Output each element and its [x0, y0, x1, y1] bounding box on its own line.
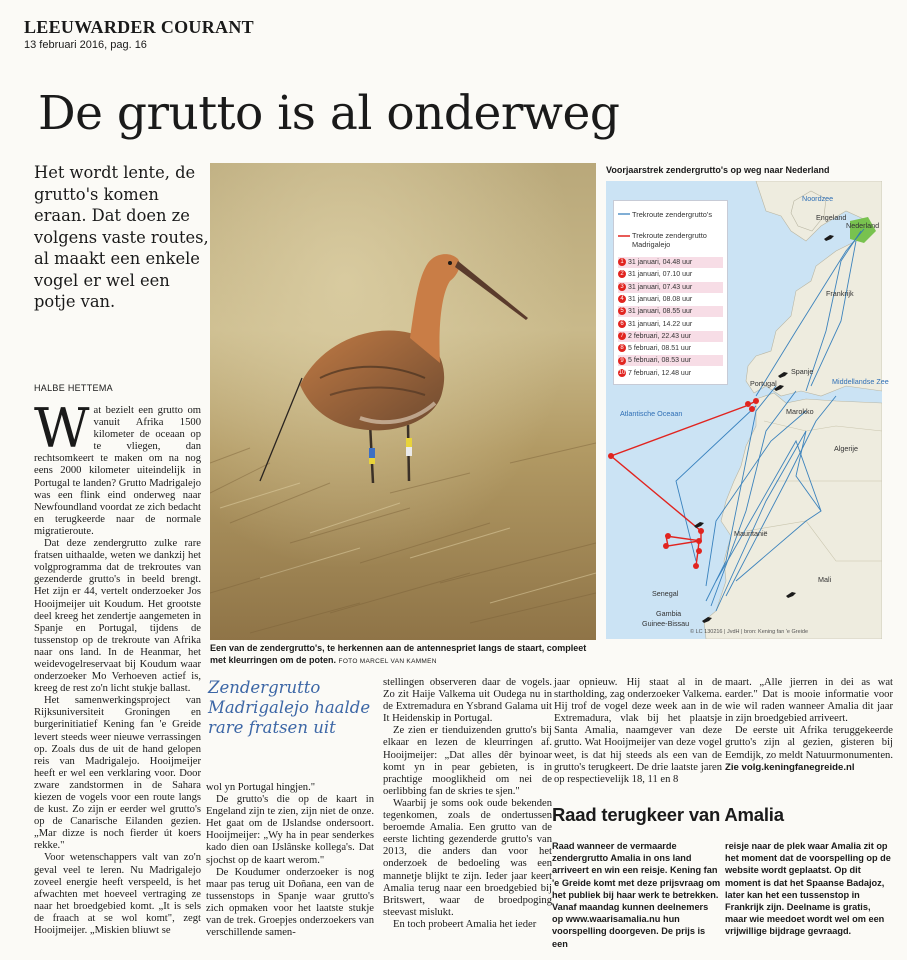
legend-point-1 — [618, 257, 723, 268]
drop-cap: W — [34, 397, 90, 460]
legend-point-number: 8 — [618, 344, 626, 352]
body-column-5 — [725, 677, 893, 774]
legend-point-10 — [618, 368, 723, 379]
body-paragraph: En toch probeert Amalia het ieder — [393, 918, 537, 930]
body-column-1 — [34, 397, 201, 937]
legend-point-time: 31 januari, 07.10 uur — [628, 271, 693, 279]
body-column-3 — [383, 677, 552, 931]
map-credit: © LC 130216 | JvdH | bron: Kening fan 'e Greide — [690, 629, 809, 635]
legend-point-time: 31 januari, 14.22 uur — [628, 320, 693, 328]
legend-point-time: 7 februari, 12.48 uur — [628, 369, 692, 377]
body-paragraph: Dat deze zendergrutto zulke rare fratsen uithaalde, weten we dankzij het volgprogramma dat de trekroutes van gezenderde grutto's in beeld brengt. Het zijn er 44, vertelt onderzoeker Jos Hooijmeijer uit Koudum. Het grootste deel kreeg het zendertje aangemeten in Spanje en Portugal, tijdens de tussenstop op de trekroute van Afrika naar ons land. In de Heanmar, het weidevogelreservaat bij Koudum waar onderzoeker Mo Verhoeven actief is, kreeg de rest zo'n licht stukje ballast. — [34, 538, 201, 695]
legend-point-time: 31 januari, 08.08 uur — [628, 295, 693, 303]
body-paragraph: jaar opnieuw. Hij staat al in de startholding, zag onderzoeker Valkema. Hij trof de vogel deze week aan in de Extremadura, vlak bij het plaatsje Santa Amalia, naamgever van deze grutto. Wat Hooijmeijer van deze vogel weet, is dat hij steeds als een van de grutto's terugkeert. De drie laatste jaren op respectievelijk 18, 11 en 8 — [554, 677, 722, 785]
body-paragraph: De grutto's die op de kaart in Engeland zijn te zien, zijn niet de onze. Het gaat om de IJslandse ondersoort. Hooijmeijer: „Wy ha in pear senderkes kado dien oan IJslânske kollega's. Dat sjochst op de kaart werom." — [206, 794, 374, 866]
map-label-marokko: Marokko — [786, 407, 814, 416]
legend-point-time: 31 januari, 07.43 uur — [628, 283, 693, 291]
legend-point-6 — [618, 319, 723, 330]
legend-point-number: 6 — [618, 320, 626, 328]
legend-point-number: 7 — [618, 332, 626, 340]
body-paragraph: maart. „Alle jierren in dei as wat earder." Dat is mooie informatie voor wie wil raden wanneer Amalia dit jaar in zijn broedgebied arriveert. — [725, 677, 893, 725]
body-paragraph: Voor wetenschappers valt van zo'n geval veel te leren. Nu Madrigalejo zoveel energie heeft verspeeld, is het afwachten met hoeveel vertraging ze naar het broedgebied komt. „It is sels de fraach at se wol komt", zegt Hooijmeijer. „Miskien bliuwt se — [34, 852, 201, 937]
box-title: Raad terugkeer van Amalia — [552, 804, 784, 825]
legend-point-4 — [618, 294, 723, 305]
byline: HALBE HETTEMA — [34, 383, 113, 393]
legend-point-time: 31 januari, 08.55 uur — [628, 308, 693, 316]
body-paragraph: Ze zien er tienduizenden grutto's bij elkaar en lezen de kleurringen af. Hooijmeijer: „Dat alles dêr byinoar komt yn in pear gebieten, is in prachtige mooglikheid om nei de oerlibbing fan de skries te sjen." — [383, 725, 552, 797]
pull-quote: Zendergrutto Madrigalejo haalde rare fratsen uit — [208, 678, 371, 737]
legend-red-route: Trekroute zendergrutto Madrigalejo — [632, 231, 707, 249]
body-paragraph: Wat bezielt een grutto om vanuit Afrika 1500 kilometer de oceaan op te vliegen, dan rechtsomkeert te maken om na nog eens 2000 kilometer uiteindelijk in Portugal te landen? Grutto Madrigalejo was een flink eind onderweg naar Newfoundland voordat ze zich bedacht en terugkeerde naar de normale migratieroute. — [34, 397, 201, 537]
map-label-portugal: Portugal — [750, 379, 777, 388]
body-paragraph: wol yn Portugal hingjen." — [206, 782, 316, 793]
legend-point-time: 5 februari, 08.53 uur — [628, 357, 692, 365]
map-label-noordzee: Noordzee — [802, 194, 834, 203]
legend-point-time: 5 februari, 08.51 uur — [628, 345, 692, 353]
map-label-mali: Mali — [818, 575, 832, 584]
body-paragraph: Waarbij je soms ook oude bekenden tegenkomen, zoals de ondertussen beroemde Amalia. Een grutto van de eerste lichting gezenderde grutto's van 2013, die anders dan voor het onderzoek de bedoeling was een mannetje blijkt te zijn. Ieder jaar keert Amalia terug naar een broedgebied bij Britswert, waar de broedpoging steevast mislukt. — [383, 797, 552, 918]
map-label-spanje: Spanje — [791, 367, 814, 376]
body-paragraph: stellingen observeren daar de vogels. Zo zit Haije Valkema uit Oudega nu in de Extremadura en Ysbrand Galama uit It Heidenskip in Portugal. — [383, 677, 552, 725]
body-paragraph: Het samenwerkingsproject van Rijksuniversiteit Groningen en burgerinitiatief Kening fan 'e Greide levert steeds weer nieuwe verrassingen op. Zoals dus de uit de hand gelopen reis van Madrigalejo. Hooijmeijer heeft er wel een verklaring voor. Door zware zandstormen in de Sahara kiezen de vogels voor een route langs de kust. Zo zijn er eerder wel grutto's op de Canarische Eilanden gezien. „Mar dizze is noch fierder út koers rekke." — [34, 695, 201, 852]
body-paragraph: De Koudumer onderzoeker is nog maar pas terug uit Doñana, een van de tussenstops in Spanje waar grutto's zich opmaken voor het laatste stukje van de trek. Groepjes onderzoekers van verschillende samen- — [206, 866, 374, 939]
legend-point-8 — [618, 343, 723, 354]
legend-point-7 — [618, 331, 723, 342]
headline: De grutto is al onderweg — [38, 86, 620, 141]
map-label-middellandse-zee: Middellandse Zee — [832, 377, 889, 386]
map-label-mauritanie: Mauritanië — [734, 529, 768, 538]
website-link[interactable]: Zie volg.keningfanegreide.nl — [725, 761, 855, 773]
photo-caption — [210, 643, 596, 667]
lead-paragraph: Het wordt lente, de grutto's komen eraan. Dat doen ze volgens vaste routes, al maakt een enkele vogel er wel een potje van. — [34, 163, 209, 311]
legend-point-number: 5 — [618, 307, 626, 315]
map-legend — [613, 200, 728, 385]
legend-blue-route: Trekroute zendergrutto's — [632, 210, 713, 219]
legend-point-time: 31 januari, 04.48 uur — [628, 259, 693, 266]
map-label-frankrijk: Frankrijk — [826, 289, 854, 298]
box-text-2: reisje naar de plek waar Amalia zit op het moment dat de voorspelling op de website wordt geplaatst. Op dit moment is dat het Spaanse Badajoz, later kan het een tussenstop in Frankrijk zijn. Deelname is gratis, maar wie meedoet wordt wel om een vrijwillige bijdrage gevraagd. — [725, 841, 891, 937]
grutto-photo — [210, 163, 596, 640]
caption-text: Een van de zendergrutto's, te herkennen aan de antennespriet langs de staart, compleet met kleurringen om de poten. — [210, 643, 587, 665]
map-label-gambia: Gambia — [656, 609, 682, 618]
legend-point-number: 1 — [618, 258, 626, 266]
legend-point-time: 2 februari, 22.43 uur — [628, 332, 692, 340]
legend-point-number: 4 — [618, 295, 626, 303]
map-label-guinee-bissau: Guinee-Bissau — [642, 619, 690, 628]
dateline: 13 februari 2016, pag. 16 — [24, 39, 147, 51]
legend-point-number: 10 — [618, 369, 626, 376]
legend-point-number: 9 — [618, 357, 626, 365]
map-label-senegal: Senegal — [652, 589, 679, 598]
legend-point-number: 2 — [618, 270, 626, 278]
map-label-atlantische-oceaan: Atlantische Oceaan — [620, 409, 683, 418]
map-label-nederland: Nederland — [846, 221, 880, 230]
masthead: LEEUWARDER COURANT — [24, 17, 254, 37]
legend-point-5 — [618, 306, 723, 317]
box-text-1: Raad wanneer de vermaarde zendergrutto Amalia in ons land arriveert en win een reisje. Kening fan 'e Greide komt met deze prijsvraag om het publiek bij haar werk te betrekken. Vanaf maandag kunnen deelnemers op www.waarisamalia.nu hun voorspelling doorgeven. De prijs is een — [552, 841, 721, 949]
body-column-2 — [206, 782, 374, 939]
photo-credit: FOTO MARCEL VAN KAMMEN — [338, 657, 437, 665]
legend-point-3 — [618, 282, 723, 293]
map-title: Voorjaarstrek zendergrutto's op weg naar Nederland — [606, 165, 830, 175]
body-column-4 — [554, 677, 722, 786]
legend-point-number: 3 — [618, 283, 626, 291]
map-label-algerije: Algerije — [834, 444, 858, 453]
legend-point-9 — [618, 355, 723, 366]
legend-point-2 — [618, 269, 723, 280]
map-label-engeland: Engeland — [816, 213, 847, 222]
body-paragraph: De eerste uit Afrika teruggekeerde grutto's zijn al gezien, gisteren bij Eemdijk, zo meldt Natuurmonumenten. — [725, 725, 893, 761]
